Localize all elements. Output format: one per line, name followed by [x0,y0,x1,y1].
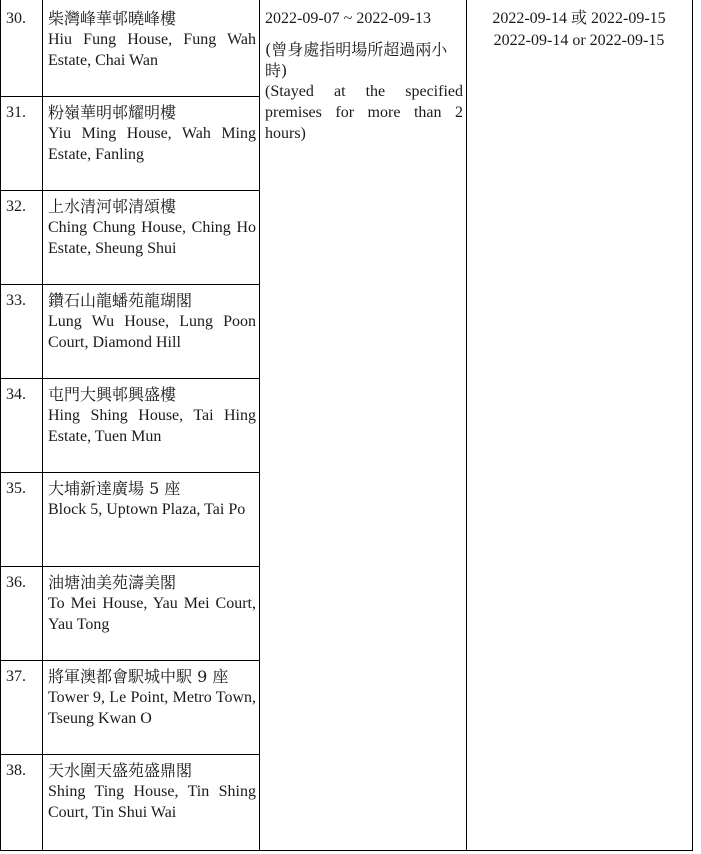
premises-name [48,572,256,635]
visit-note-en: (Stayed at the specified premises for more than 2 hours) [265,83,463,142]
premises-name-en: Yiu Ming House, Wah Ming Estate, Fanling [48,125,256,163]
testing-dates-cell [468,8,690,52]
premises-name-en: To Mei House, Yau Mei Court, Yau Tong [48,595,256,633]
premises-name [48,102,256,165]
table-border-bottom [0,850,693,851]
row-number: 36. [6,574,26,591]
premises-name [48,384,256,447]
premises-name-en: Block 5, Uptown Plaza, Tai Po [48,501,246,518]
row-number: 37. [6,668,26,685]
premises-name [48,478,256,520]
column-divider-number [42,0,43,851]
row-number: 31. [6,104,26,121]
visit-dates-cell [265,8,463,144]
premises-name-zh: 上水清河邨清頌樓 [48,197,177,216]
premises-name-zh: 將軍澳都會駅城中駅 9 座 [48,667,229,686]
premises-name-zh: 天水圍天盛苑盛鼎閣 [48,761,193,780]
row-separator [0,472,260,473]
premises-name [48,290,256,353]
row-separator [0,284,260,285]
premises-name-zh: 屯門大興邨興盛樓 [48,385,177,404]
premises-name [48,666,256,729]
premises-name-en: Hiu Fung House, Fung Wah Estate, Chai Wan [48,31,256,69]
row-separator [0,660,260,661]
premises-name [48,8,256,71]
table-border-right [692,0,693,851]
visit-note-zh: (曾身處指明場所超過兩小時) [265,40,448,80]
premises-name [48,760,256,823]
row-separator [0,566,260,567]
row-separator [0,96,260,97]
premises-name-en: Tower 9, Le Point, Metro Town, Tseung Kwan O [48,689,256,727]
premises-name-en: Ching Chung House, Ching Ho Estate, Sheung Shui [48,219,256,257]
column-divider-dates [466,0,467,851]
row-number: 30. [6,10,26,27]
row-number: 34. [6,386,26,403]
row-number: 38. [6,762,26,779]
premises-name-en: Hing Shing House, Tai Hing Estate, Tuen Mun [48,407,256,445]
row-number: 33. [6,292,26,309]
premises-name-en: Lung Wu House, Lung Poon Court, Diamond Hill [48,313,256,351]
row-separator [0,190,260,191]
visit-date-range: 2022-09-07 ~ 2022-09-13 [265,10,431,27]
table-border-left [0,0,1,851]
row-separator [0,754,260,755]
row-number: 32. [6,198,26,215]
spacer [265,29,463,39]
premises-name-zh: 柴灣峰華邨曉峰樓 [48,9,177,28]
column-divider-place [259,0,260,851]
row-separator [0,378,260,379]
premises-name-en: Shing Ting House, Tin Shing Court, Tin Shui Wai [48,783,256,821]
testing-date-zh: 2022-09-14 或 2022-09-15 [492,10,666,27]
premises-name [48,196,256,259]
premises-name-zh: 鑽石山龍蟠苑龍瑚閣 [48,291,193,310]
testing-date-en: 2022-09-14 or 2022-09-15 [493,32,665,49]
premises-name-zh: 粉嶺華明邨耀明樓 [48,103,177,122]
premises-name-zh: 大埔新達廣場 5 座 [48,479,181,498]
row-number: 35. [6,480,26,497]
premises-name-zh: 油塘油美苑濤美閣 [48,573,177,592]
